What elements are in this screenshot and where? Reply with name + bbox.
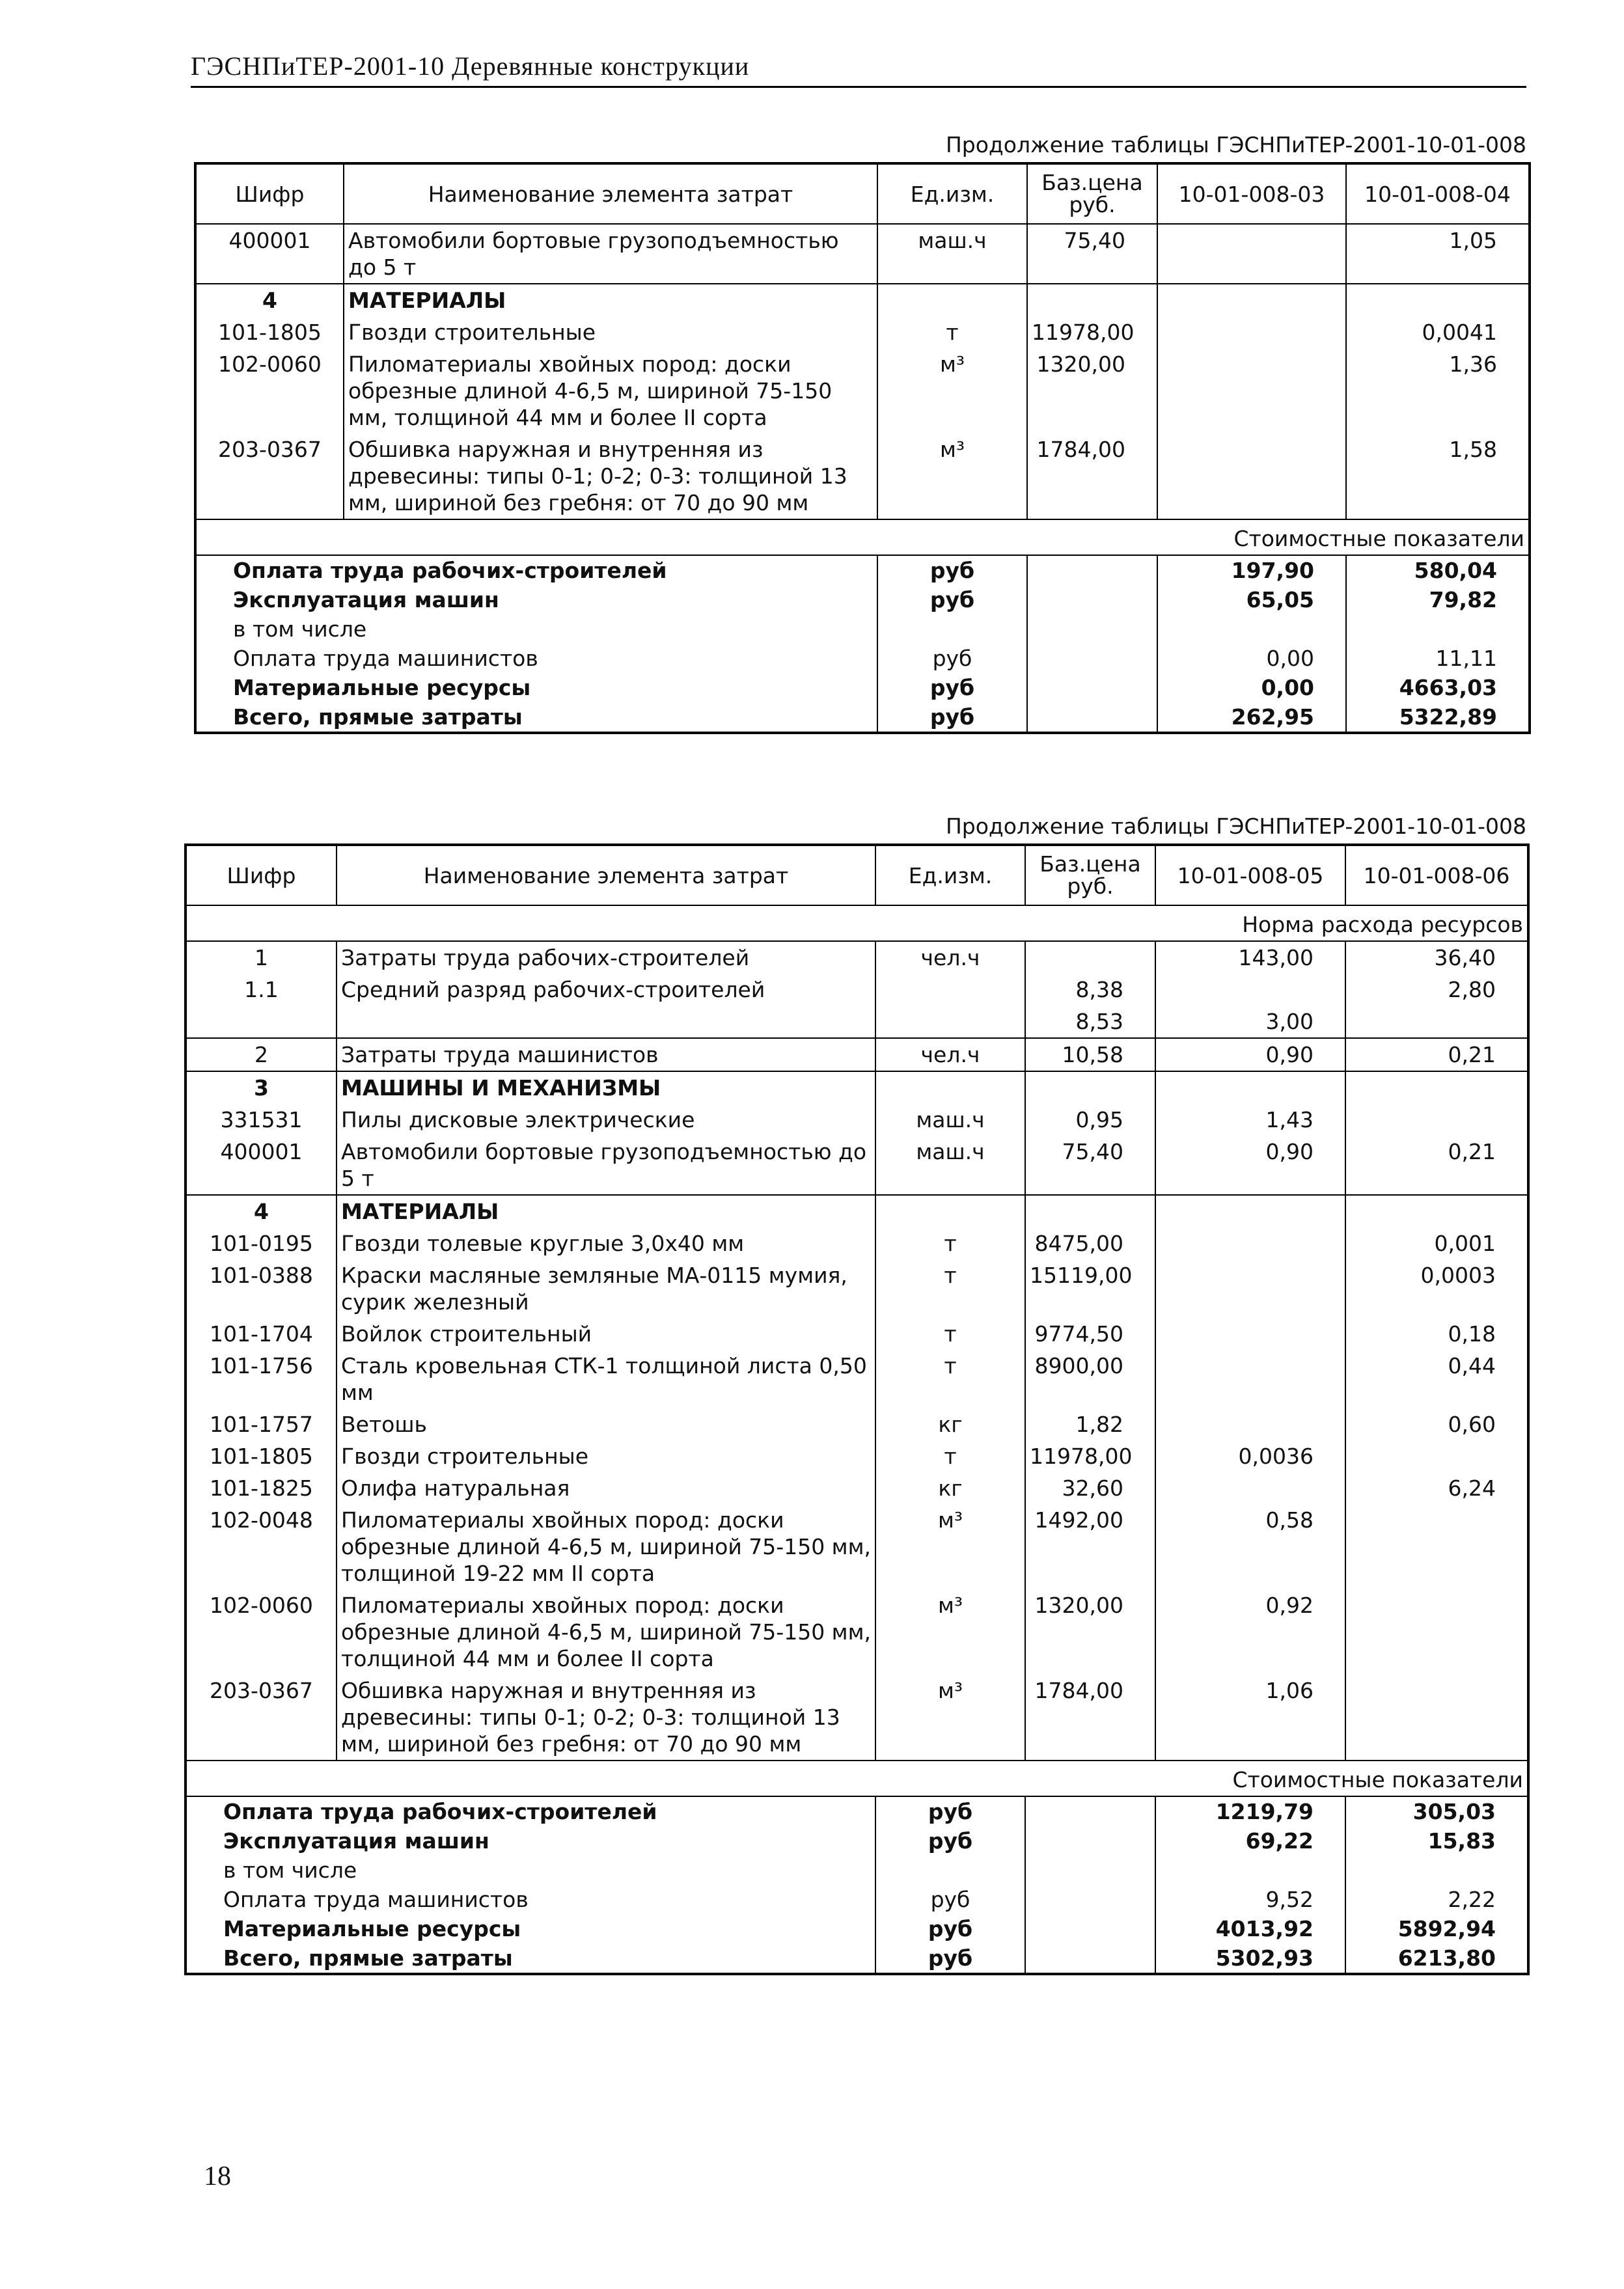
total-value-a: 69,22 xyxy=(1155,1826,1345,1856)
row-name: Пиломатериалы хвойных пород: доски обрезные длиной 4-6,5 м, шириной 75-150 мм, толщиной 44 мм и более II сорта xyxy=(337,1589,875,1675)
row-code: 101-0388 xyxy=(186,1259,337,1318)
row-name: Пиломатериалы хвойных пород: доски обрезные длиной 4-6,5 м, шириной 75-150 мм, толщиной 19-22 мм II сорта xyxy=(337,1504,875,1589)
row-unit: чел.ч xyxy=(875,1038,1025,1071)
row-unit: т xyxy=(877,316,1027,348)
row-unit: маш.ч xyxy=(875,1104,1025,1136)
table-row xyxy=(186,1104,1528,1136)
row-code: 203-0367 xyxy=(186,1675,337,1761)
row-name: Средний разряд рабочих-строителей xyxy=(337,974,875,1006)
table-row xyxy=(186,1318,1528,1350)
cost-label: Стоимостные показатели xyxy=(186,1761,1528,1796)
table-row xyxy=(186,1589,1528,1675)
row-price: 1,82 xyxy=(1025,1408,1155,1440)
row-price: 8475,00 xyxy=(1025,1227,1155,1259)
row-code: 101-1805 xyxy=(195,316,344,348)
total-name: Оплата труда машинистов xyxy=(186,1885,875,1914)
total-value-a: 262,95 xyxy=(1157,702,1346,733)
total-unit xyxy=(875,1856,1025,1885)
total-value-a: 5302,93 xyxy=(1155,1943,1345,1974)
table-row xyxy=(186,1259,1528,1318)
total-unit: руб xyxy=(875,1885,1025,1914)
row-value-a: 3,00 xyxy=(1155,1006,1345,1038)
row-name: Затраты труда машинистов xyxy=(337,1038,875,1071)
total-value-b: 580,04 xyxy=(1346,555,1530,585)
total-price-empty xyxy=(1027,614,1157,644)
row-price: 32,60 xyxy=(1025,1472,1155,1504)
row-name: МАТЕРИАЛЫ xyxy=(337,1195,875,1227)
table-row xyxy=(195,433,1530,519)
table-row xyxy=(186,1006,1528,1038)
row-value-b: 2,80 xyxy=(1345,974,1528,1006)
row-code: 400001 xyxy=(186,1136,337,1195)
row-unit: т xyxy=(875,1440,1025,1472)
table-row xyxy=(186,1408,1528,1440)
row-name: Гвозди строительные xyxy=(344,316,877,348)
row-name: Автомобили бортовые грузоподъемностью до 5 т xyxy=(337,1136,875,1195)
total-row xyxy=(195,555,1530,585)
table-row xyxy=(195,284,1530,316)
row-unit: т xyxy=(875,1350,1025,1408)
total-value-a: 4013,92 xyxy=(1155,1914,1345,1943)
row-value-b: 0,21 xyxy=(1345,1136,1528,1195)
row-unit xyxy=(877,284,1027,316)
row-value-a: 0,92 xyxy=(1155,1589,1345,1675)
col-a-header: 10-01-008-05 xyxy=(1155,845,1345,905)
row-code: 101-1825 xyxy=(186,1472,337,1504)
row-code xyxy=(186,1006,337,1038)
row-value-b: 0,60 xyxy=(1345,1408,1528,1440)
table2-caption: Продолжение таблицы ГЭСНПиТЕР-2001-10-01-008 xyxy=(945,814,1526,839)
col-name-header: Наименование элемента затрат xyxy=(344,163,877,224)
total-name: Эксплуатация машин xyxy=(186,1826,875,1856)
total-value-b xyxy=(1346,614,1530,644)
total-name: Материальные ресурсы xyxy=(186,1914,875,1943)
col-name-header: Наименование элемента затрат xyxy=(337,845,875,905)
row-price xyxy=(1025,1071,1155,1104)
row-value-b: 0,18 xyxy=(1345,1318,1528,1350)
total-name: Оплата труда рабочих-строителей xyxy=(186,1796,875,1826)
row-code: 101-1756 xyxy=(186,1350,337,1408)
row-code: 2 xyxy=(186,1038,337,1071)
total-name: Оплата труда машинистов xyxy=(195,644,877,673)
total-price-empty xyxy=(1027,673,1157,702)
total-value-a xyxy=(1157,614,1346,644)
row-name: Гвозди строительные xyxy=(337,1440,875,1472)
total-value-b: 5322,89 xyxy=(1346,702,1530,733)
col-code-header: Шифр xyxy=(195,163,344,224)
row-value-b xyxy=(1345,1675,1528,1761)
total-unit xyxy=(877,614,1027,644)
col-unit-header: Ед.изм. xyxy=(875,845,1025,905)
col-unit-header: Ед.изм. xyxy=(877,163,1027,224)
row-name: Обшивка наружная и внутренняя из древесины: типы 0-1; 0-2; 0-3: толщиной 13 мм, шириной без гребня: от 70 до 90 мм xyxy=(337,1675,875,1761)
row-price: 9774,50 xyxy=(1025,1318,1155,1350)
row-price: 0,95 xyxy=(1025,1104,1155,1136)
row-price: 75,40 xyxy=(1027,224,1157,284)
row-value-b: 1,58 xyxy=(1346,433,1530,519)
total-value-b: 5892,94 xyxy=(1345,1914,1528,1943)
row-price: 1320,00 xyxy=(1027,348,1157,433)
col-a-header: 10-01-008-03 xyxy=(1157,163,1346,224)
total-value-b: 79,82 xyxy=(1346,585,1530,614)
row-value-a: 0,0036 xyxy=(1155,1440,1345,1472)
cost-label-row xyxy=(195,519,1530,555)
table-row xyxy=(186,1195,1528,1227)
row-price: 8900,00 xyxy=(1025,1350,1155,1408)
row-price: 8,38 xyxy=(1025,974,1155,1006)
row-price xyxy=(1027,284,1157,316)
row-value-a xyxy=(1157,224,1346,284)
col-b-header: 10-01-008-06 xyxy=(1345,845,1528,905)
row-value-b: 6,24 xyxy=(1345,1472,1528,1504)
row-value-a xyxy=(1157,348,1346,433)
row-unit: м³ xyxy=(875,1504,1025,1589)
row-value-b: 0,0003 xyxy=(1345,1259,1528,1318)
total-row xyxy=(195,702,1530,733)
row-value-a xyxy=(1155,1472,1345,1504)
total-row xyxy=(186,1885,1528,1914)
total-value-a: 0,00 xyxy=(1157,673,1346,702)
table2-header-row xyxy=(186,845,1528,905)
total-price-empty xyxy=(1027,644,1157,673)
row-value-b: 0,21 xyxy=(1345,1038,1528,1071)
total-row xyxy=(186,1856,1528,1885)
row-code: 101-1757 xyxy=(186,1408,337,1440)
row-value-b xyxy=(1345,1504,1528,1589)
row-value-a xyxy=(1155,1350,1345,1408)
table-row xyxy=(195,316,1530,348)
total-value-b: 2,22 xyxy=(1345,1885,1528,1914)
table-row xyxy=(186,1227,1528,1259)
row-name: Сталь кровельная СТК-1 толщиной листа 0,50 мм xyxy=(337,1350,875,1408)
table-row xyxy=(186,1136,1528,1195)
estimate-table-1 xyxy=(194,162,1531,734)
total-row xyxy=(195,673,1530,702)
row-unit: кг xyxy=(875,1408,1025,1440)
total-unit: руб xyxy=(877,585,1027,614)
row-unit xyxy=(875,1071,1025,1104)
table-row xyxy=(195,348,1530,433)
row-value-b xyxy=(1345,1006,1528,1038)
total-value-b: 15,83 xyxy=(1345,1826,1528,1856)
table-row xyxy=(186,1038,1528,1071)
row-unit: м³ xyxy=(875,1589,1025,1675)
row-price: 10,58 xyxy=(1025,1038,1155,1071)
row-code: 102-0060 xyxy=(195,348,344,433)
row-unit xyxy=(875,974,1025,1006)
row-code: 1.1 xyxy=(186,974,337,1006)
row-code: 203-0367 xyxy=(195,433,344,519)
row-code: 101-1805 xyxy=(186,1440,337,1472)
row-value-a xyxy=(1155,974,1345,1006)
total-row xyxy=(186,1826,1528,1856)
row-price: 8,53 xyxy=(1025,1006,1155,1038)
total-unit: руб xyxy=(875,1914,1025,1943)
row-value-b: 1,36 xyxy=(1346,348,1530,433)
row-value-a: 1,06 xyxy=(1155,1675,1345,1761)
total-name: Всего, прямые затраты xyxy=(195,702,877,733)
row-price: 11978,00 xyxy=(1027,316,1157,348)
row-name: Олифа натуральная xyxy=(337,1472,875,1504)
row-value-a: 0,90 xyxy=(1155,1038,1345,1071)
row-value-a: 1,43 xyxy=(1155,1104,1345,1136)
total-name: Материальные ресурсы xyxy=(195,673,877,702)
row-value-a: 0,58 xyxy=(1155,1504,1345,1589)
norm-label-row xyxy=(186,905,1528,941)
col-price-header: Баз.цена руб. xyxy=(1027,163,1157,224)
total-value-b: 305,03 xyxy=(1345,1796,1528,1826)
total-row xyxy=(186,1914,1528,1943)
total-value-a: 65,05 xyxy=(1157,585,1346,614)
row-name: МАШИНЫ И МЕХАНИЗМЫ xyxy=(337,1071,875,1104)
row-name xyxy=(337,1006,875,1038)
row-unit xyxy=(875,1195,1025,1227)
total-row xyxy=(195,644,1530,673)
table-row xyxy=(195,224,1530,284)
total-price-empty xyxy=(1025,1943,1155,1974)
table1-header-row xyxy=(195,163,1530,224)
total-row xyxy=(195,585,1530,614)
cost-label-row xyxy=(186,1761,1528,1796)
row-unit: т xyxy=(875,1259,1025,1318)
row-unit: маш.ч xyxy=(875,1136,1025,1195)
row-name: МАТЕРИАЛЫ xyxy=(344,284,877,316)
total-price-empty xyxy=(1025,1885,1155,1914)
col-price-header: Баз.цена руб. xyxy=(1025,845,1155,905)
row-code: 331531 xyxy=(186,1104,337,1136)
row-value-b xyxy=(1345,1104,1528,1136)
row-value-b xyxy=(1345,1589,1528,1675)
row-code: 4 xyxy=(186,1195,337,1227)
row-value-a xyxy=(1157,284,1346,316)
row-value-b: 0,0041 xyxy=(1346,316,1530,348)
row-unit: м³ xyxy=(875,1675,1025,1761)
total-value-a: 1219,79 xyxy=(1155,1796,1345,1826)
total-name: Оплата труда рабочих-строителей xyxy=(195,555,877,585)
total-unit: руб xyxy=(877,644,1027,673)
col-b-header: 10-01-008-04 xyxy=(1346,163,1530,224)
total-price-empty xyxy=(1027,702,1157,733)
row-value-a xyxy=(1155,1195,1345,1227)
total-price-empty xyxy=(1025,1914,1155,1943)
row-value-b: 0,001 xyxy=(1345,1227,1528,1259)
total-unit: руб xyxy=(877,673,1027,702)
total-price-empty xyxy=(1027,555,1157,585)
page-number: 18 xyxy=(204,2161,231,2191)
row-value-a xyxy=(1155,1408,1345,1440)
row-value-b xyxy=(1345,1071,1528,1104)
row-code: 400001 xyxy=(195,224,344,284)
table-row xyxy=(186,941,1528,974)
row-price: 1492,00 xyxy=(1025,1504,1155,1589)
total-value-a: 197,90 xyxy=(1157,555,1346,585)
header-rule xyxy=(191,86,1526,88)
row-value-a: 143,00 xyxy=(1155,941,1345,974)
row-unit: чел.ч xyxy=(875,941,1025,974)
row-value-a xyxy=(1155,1071,1345,1104)
row-unit: т xyxy=(875,1227,1025,1259)
total-value-a: 0,00 xyxy=(1157,644,1346,673)
row-price: 1784,00 xyxy=(1027,433,1157,519)
row-name: Пилы дисковые электрические xyxy=(337,1104,875,1136)
row-value-b: 1,05 xyxy=(1346,224,1530,284)
total-name: в том числе xyxy=(195,614,877,644)
table-row xyxy=(186,1350,1528,1408)
row-unit xyxy=(875,1006,1025,1038)
row-name: Ветошь xyxy=(337,1408,875,1440)
total-price-empty xyxy=(1025,1796,1155,1826)
row-code: 1 xyxy=(186,941,337,974)
row-code: 3 xyxy=(186,1071,337,1104)
total-unit: руб xyxy=(877,555,1027,585)
estimate-table-2 xyxy=(184,843,1530,1975)
row-value-b xyxy=(1346,284,1530,316)
row-code: 4 xyxy=(195,284,344,316)
total-row xyxy=(195,614,1530,644)
row-code: 101-1704 xyxy=(186,1318,337,1350)
row-name: Обшивка наружная и внутренняя из древесины: типы 0-1; 0-2; 0-3: толщиной 13 мм, шириной без гребня: от 70 до 90 мм xyxy=(344,433,877,519)
total-name: Эксплуатация машин xyxy=(195,585,877,614)
table-row xyxy=(186,1675,1528,1761)
table-row xyxy=(186,1071,1528,1104)
row-code: 102-0060 xyxy=(186,1589,337,1675)
norm-label: Норма расхода ресурсов xyxy=(186,905,1528,941)
total-name: Всего, прямые затраты xyxy=(186,1943,875,1974)
table-row xyxy=(186,974,1528,1006)
row-value-a xyxy=(1155,1227,1345,1259)
total-value-b: 11,11 xyxy=(1346,644,1530,673)
row-name: Пиломатериалы хвойных пород: доски обрезные длиной 4-6,5 м, шириной 75-150 мм, толщиной 44 мм и более II сорта xyxy=(344,348,877,433)
total-unit: руб xyxy=(877,702,1027,733)
row-value-a: 0,90 xyxy=(1155,1136,1345,1195)
running-title: ГЭСНПиТЕР-2001-10 Деревянные конструкции xyxy=(191,51,750,81)
row-price: 1784,00 xyxy=(1025,1675,1155,1761)
row-price: 11978,00 xyxy=(1025,1440,1155,1472)
row-price: 75,40 xyxy=(1025,1136,1155,1195)
row-value-b: 0,44 xyxy=(1345,1350,1528,1408)
row-code: 101-0195 xyxy=(186,1227,337,1259)
table1-caption: Продолжение таблицы ГЭСНПиТЕР-2001-10-01-008 xyxy=(945,132,1526,158)
row-unit: т xyxy=(875,1318,1025,1350)
total-price-empty xyxy=(1027,585,1157,614)
total-value-b: 6213,80 xyxy=(1345,1943,1528,1974)
row-price: 1320,00 xyxy=(1025,1589,1155,1675)
total-row xyxy=(186,1796,1528,1826)
row-unit: кг xyxy=(875,1472,1025,1504)
row-name: Краски масляные земляные МА-0115 мумия, сурик железный xyxy=(337,1259,875,1318)
row-value-a xyxy=(1157,433,1346,519)
total-value-b xyxy=(1345,1856,1528,1885)
cost-label: Стоимостные показатели xyxy=(195,519,1530,555)
row-code: 102-0048 xyxy=(186,1504,337,1589)
row-name: Гвозди толевые круглые 3,0х40 мм xyxy=(337,1227,875,1259)
total-unit: руб xyxy=(875,1826,1025,1856)
total-price-empty xyxy=(1025,1856,1155,1885)
row-name: Автомобили бортовые грузоподъемностью до 5 т xyxy=(344,224,877,284)
row-name: Войлок строительный xyxy=(337,1318,875,1350)
table-row xyxy=(186,1440,1528,1472)
row-value-b xyxy=(1345,1440,1528,1472)
total-value-a: 9,52 xyxy=(1155,1885,1345,1914)
row-value-b: 36,40 xyxy=(1345,941,1528,974)
row-unit: м³ xyxy=(877,348,1027,433)
total-value-a xyxy=(1155,1856,1345,1885)
total-unit: руб xyxy=(875,1796,1025,1826)
row-price: 15119,00 xyxy=(1025,1259,1155,1318)
row-name: Затраты труда рабочих-строителей xyxy=(337,941,875,974)
row-value-b xyxy=(1345,1195,1528,1227)
table-row xyxy=(186,1472,1528,1504)
row-value-a xyxy=(1155,1318,1345,1350)
total-value-b: 4663,03 xyxy=(1346,673,1530,702)
total-name: в том числе xyxy=(186,1856,875,1885)
row-price xyxy=(1025,1195,1155,1227)
total-price-empty xyxy=(1025,1826,1155,1856)
row-value-a xyxy=(1155,1259,1345,1318)
row-value-a xyxy=(1157,316,1346,348)
total-row xyxy=(186,1943,1528,1974)
col-code-header: Шифр xyxy=(186,845,337,905)
total-unit: руб xyxy=(875,1943,1025,1974)
row-price xyxy=(1025,941,1155,974)
row-unit: м³ xyxy=(877,433,1027,519)
table-row xyxy=(186,1504,1528,1589)
row-unit: маш.ч xyxy=(877,224,1027,284)
